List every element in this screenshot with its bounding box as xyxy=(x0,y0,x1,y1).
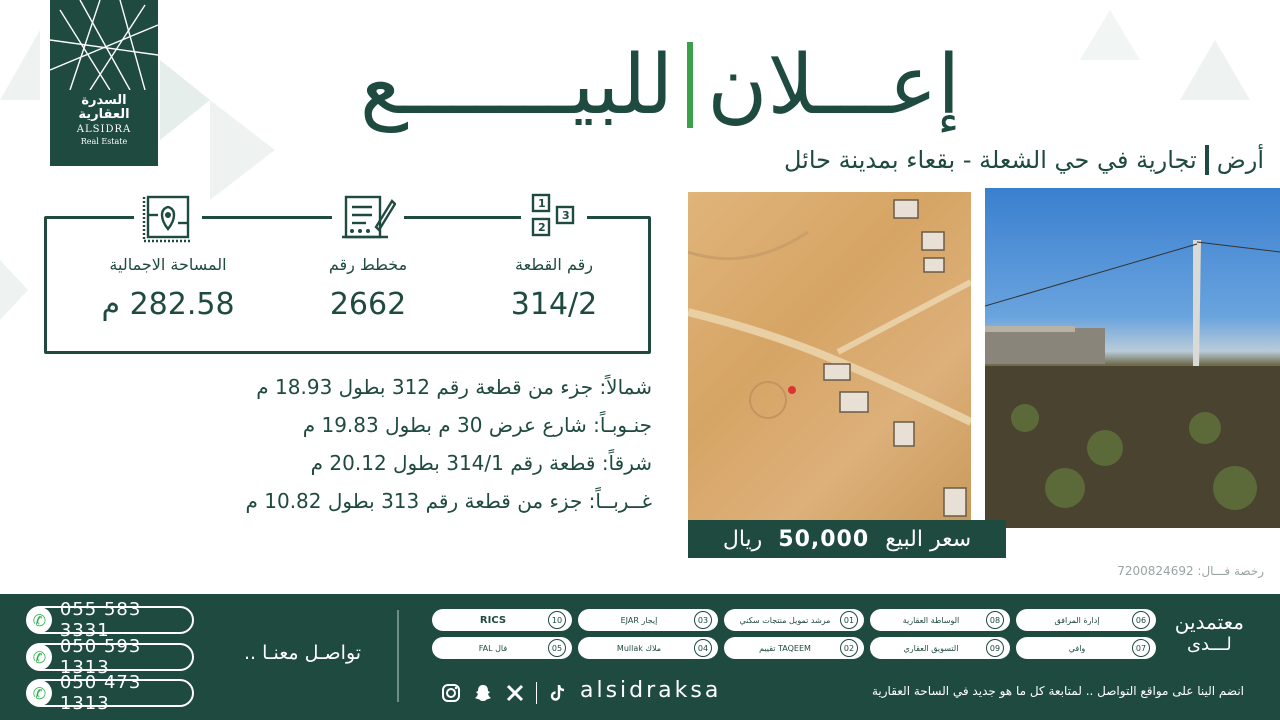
subtitle-description: تجارية في حي الشعلة - بقعاء بمدينة حائل xyxy=(783,146,1197,174)
page-title xyxy=(330,30,990,140)
partner-badge[interactable] xyxy=(432,637,572,659)
price-label: سعر البيع xyxy=(885,526,972,552)
partner-badge[interactable] xyxy=(432,609,572,631)
x-icon[interactable] xyxy=(504,682,526,704)
svg-text:2: 2 xyxy=(538,221,546,234)
social-divider xyxy=(536,682,537,704)
badge-text: مرشد تمويل منتجات سكني xyxy=(739,615,831,625)
logo-english: ALSIDRA xyxy=(76,124,132,135)
badge-text: ملاك Mullak xyxy=(616,643,662,653)
footer xyxy=(0,594,1280,720)
subtitle xyxy=(784,145,1264,175)
accredited-sub: لـــدى xyxy=(1186,634,1232,655)
badge-number: 03 xyxy=(694,611,712,629)
whatsapp-icon: ✆ xyxy=(27,644,52,670)
scheme-number-value: 2662 xyxy=(329,287,407,322)
phone-pill[interactable] xyxy=(26,636,194,678)
bg-triangle xyxy=(160,60,210,140)
partner-badge[interactable] xyxy=(870,637,1010,659)
scheme-number-label: مخطط رقم xyxy=(328,255,408,274)
badge-number: 09 xyxy=(986,639,1004,657)
phone-number: 050 473 1313 xyxy=(59,672,142,714)
title-divider xyxy=(687,42,693,128)
partner-badge[interactable] xyxy=(724,637,864,659)
instagram-icon[interactable] xyxy=(440,682,462,704)
svg-text:1: 1 xyxy=(538,197,546,210)
bg-triangle xyxy=(210,100,275,200)
plot-borders xyxy=(246,368,653,520)
company-logo xyxy=(50,0,158,166)
subtitle-type: أرض xyxy=(1216,146,1264,174)
bg-triangle xyxy=(0,30,40,100)
price-currency: ريال xyxy=(722,526,763,552)
svg-text:3: 3 xyxy=(562,209,570,222)
subtitle-divider xyxy=(1205,145,1209,175)
badge-text: إيجار EJAR xyxy=(620,615,658,625)
fal-license: رخصة فـــال: 7200824692 xyxy=(1117,564,1264,578)
total-area-value: 282.58 م xyxy=(101,287,235,322)
border-east: شرقاً: قطعة رقم 314/1 بطول 20.12 م xyxy=(310,451,652,475)
badge-text: التسويق العقاري xyxy=(903,643,959,653)
badge-text: TAQEEM تقييم xyxy=(759,643,811,653)
plot-number-value: 314/2 xyxy=(510,287,598,322)
badge-number: 01 xyxy=(840,611,858,629)
partner-badge[interactable] xyxy=(578,637,718,659)
partner-badge[interactable] xyxy=(870,609,1010,631)
badge-text: فال FAL xyxy=(478,643,508,653)
numbers-icon xyxy=(521,193,587,243)
plot-info-box xyxy=(44,197,651,354)
price-value: 50,000 xyxy=(778,526,870,552)
phone-pill[interactable] xyxy=(26,599,194,641)
badge-number: 06 xyxy=(1132,611,1150,629)
snapchat-icon[interactable] xyxy=(472,682,494,704)
title-left-word: للبيـــــــع xyxy=(359,37,674,133)
badge-number: 05 xyxy=(548,639,566,657)
partner-badge[interactable] xyxy=(1016,637,1156,659)
bg-triangle xyxy=(1180,40,1250,100)
border-west: غــربــاً: جزء من قطعة رقم 313 بطول 10.82 م xyxy=(245,489,652,513)
map-pin-icon xyxy=(134,193,202,249)
badge-text: إدارة المرافق xyxy=(1054,615,1100,625)
contact-label: تواصـل معنـا .. xyxy=(244,642,362,664)
tiktok-icon[interactable] xyxy=(547,682,569,704)
phone-number: 055 583 3331 xyxy=(59,599,142,641)
logo-arabic: السدرة xyxy=(81,93,127,108)
phone-pill[interactable] xyxy=(26,672,194,714)
badge-number: 02 xyxy=(840,639,858,657)
badge-text: RICS xyxy=(479,614,507,626)
badge-text: وافي xyxy=(1068,643,1086,653)
whatsapp-icon: ✆ xyxy=(27,680,52,706)
badge-number: 08 xyxy=(986,611,1004,629)
accredited-title: معتمدين xyxy=(1174,610,1244,634)
whatsapp-icon: ✆ xyxy=(27,607,52,633)
footer-divider xyxy=(397,610,399,702)
logo-lines-icon xyxy=(50,0,158,90)
partner-badge[interactable] xyxy=(578,609,718,631)
bg-triangle xyxy=(0,260,28,320)
title-right-word: إعـــلان xyxy=(707,37,961,133)
border-north: شمالاً: جزء من قطعة رقم 312 بطول 18.93 م xyxy=(256,375,652,399)
phone-number: 050 593 1313 xyxy=(59,636,142,678)
accredited-by xyxy=(1175,610,1244,655)
total-area-label: المساحة الاجمالية xyxy=(109,255,227,274)
join-text: انضم الينا على مواقع التواصل .. لمتابعة كل ما هو جديد في الساحة العقارية xyxy=(871,684,1244,698)
badge-number: 07 xyxy=(1132,639,1150,657)
partner-badge[interactable] xyxy=(724,609,864,631)
badge-text: الوساطة العقارية xyxy=(902,615,960,625)
plot-number-label: رقم القطعة xyxy=(515,255,593,274)
bg-triangle xyxy=(1080,10,1140,60)
price-banner xyxy=(688,520,1006,558)
land-photo xyxy=(985,188,1280,528)
badge-number: 10 xyxy=(548,611,566,629)
document-pen-icon xyxy=(332,193,404,247)
logo-english-sub: Real Estate xyxy=(80,137,128,146)
social-links xyxy=(440,682,569,704)
badge-number: 04 xyxy=(694,639,712,657)
satellite-image xyxy=(688,192,971,520)
border-south: جنـوبـاً: شارع عرض 30 م بطول 19.83 م xyxy=(302,413,652,437)
logo-arabic-2: العقارية xyxy=(78,107,130,122)
social-handle[interactable]: alsidraksa xyxy=(580,678,722,703)
partner-badge[interactable] xyxy=(1016,609,1156,631)
